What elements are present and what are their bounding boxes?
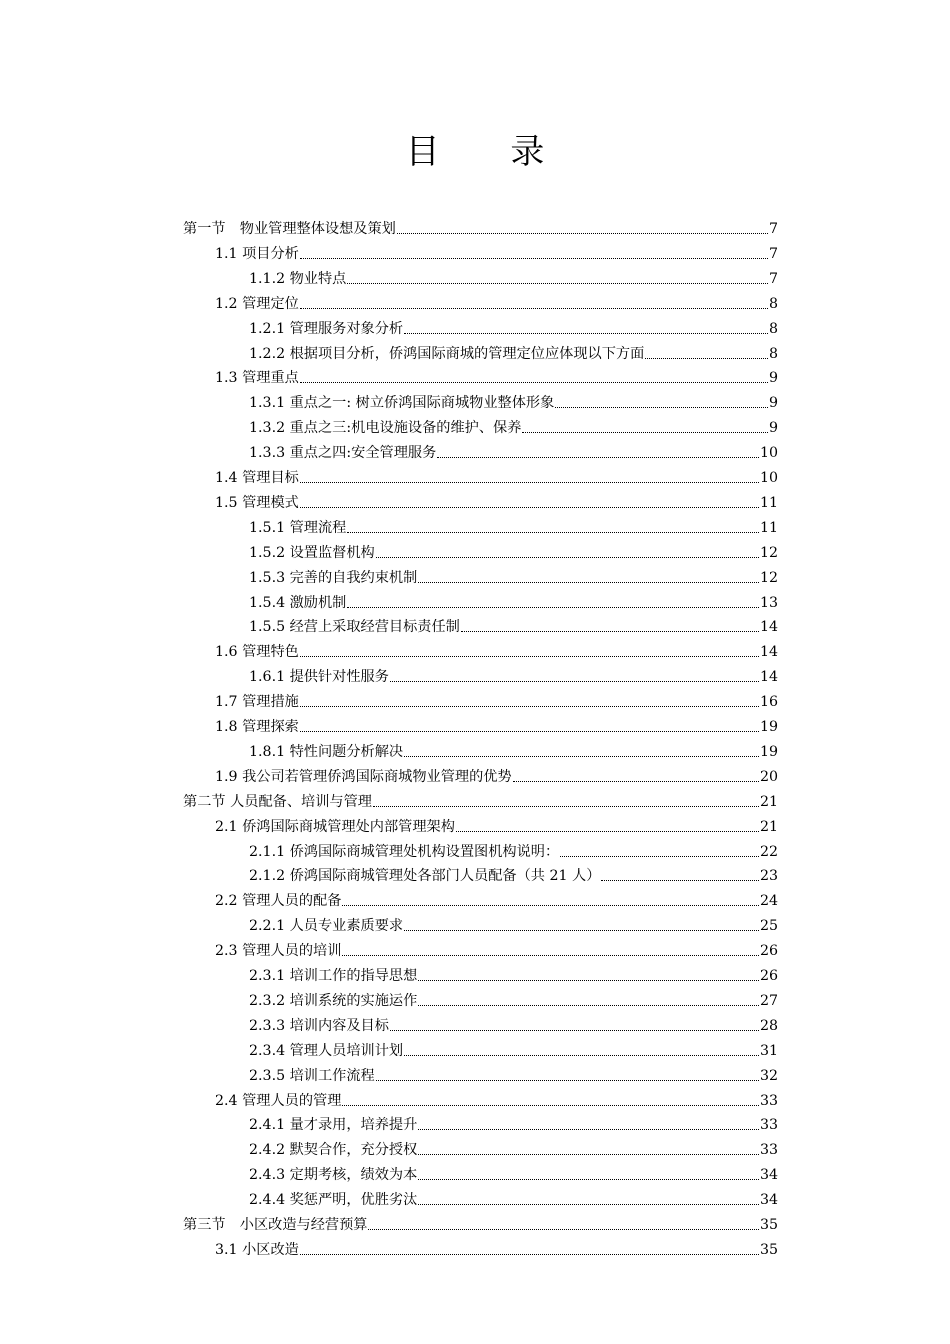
toc-entry[interactable] (249, 343, 778, 365)
toc-dot-leader (342, 904, 759, 906)
toc-dot-leader (342, 954, 759, 956)
toc-entry-title: 1.5 管理模式 (215, 494, 299, 511)
toc-entry-page-number: 22 (759, 843, 778, 860)
toc-entry-title: 1.2 管理定位 (215, 295, 299, 312)
toc-entry-title: 1.5.4 激励机制 (249, 594, 347, 611)
toc-entry-title: 1.4 管理目标 (215, 470, 299, 486)
toc-entry-title: 2.4.1 量才录用，培养提升 (249, 1117, 418, 1134)
toc-entry[interactable] (249, 1065, 778, 1087)
toc-dot-leader (560, 855, 759, 857)
toc-entry-page-number: 12 (759, 569, 778, 586)
toc-entry[interactable] (249, 442, 778, 464)
toc-entry-page-number: 9 (768, 395, 778, 412)
page-title: 目 录 (405, 132, 575, 172)
toc-entry[interactable] (183, 791, 778, 813)
toc-entry-title: 2.3.1 培训工作的指导思想 (249, 968, 418, 984)
toc-entry-page-number: 31 (759, 1042, 778, 1059)
toc-entry-page-number: 10 (759, 470, 778, 486)
toc-entry-title: 2.3.5 培训工作流程 (249, 1067, 375, 1084)
toc-entry[interactable] (215, 641, 778, 663)
toc-entry[interactable] (215, 367, 778, 389)
toc-entry[interactable] (249, 318, 778, 340)
toc-entry-title: 1.7 管理措施 (215, 694, 299, 711)
toc-entry-title: 2.4.3 定期考核，绩效为本 (249, 1167, 418, 1184)
toc-entry[interactable] (249, 592, 778, 614)
toc-entry[interactable] (215, 243, 778, 265)
toc-dot-leader (418, 1153, 759, 1155)
toc-entry-page-number: 8 (768, 320, 778, 337)
toc-dot-leader (418, 979, 759, 981)
toc-entry[interactable] (249, 268, 778, 290)
toc-entry-page-number: 12 (759, 544, 778, 561)
toc-entry-title: 2.4.4 奖惩严明，优胜劣汰 (249, 1192, 418, 1209)
toc-entry-title: 2.4.2 默契合作，充分授权 (249, 1142, 418, 1159)
toc-entry-title: 1.5.2 设置监督机构 (249, 544, 375, 561)
toc-entry[interactable] (249, 1114, 778, 1136)
toc-entry[interactable] (249, 1189, 778, 1211)
toc-entry[interactable] (249, 567, 778, 589)
toc-dot-leader (418, 581, 759, 583)
toc-dot-leader (376, 1079, 759, 1081)
toc-entry-page-number: 26 (759, 943, 778, 960)
toc-entry[interactable] (249, 841, 778, 863)
toc-dot-leader (368, 1228, 758, 1230)
toc-entry[interactable] (215, 492, 778, 514)
toc-entry[interactable] (249, 417, 778, 439)
toc-entry-title: 1.6.1 提供针对性服务 (249, 669, 389, 686)
toc-entry[interactable] (249, 1040, 778, 1062)
toc-entry-title: 第二节 人员配备、培训与管理 (183, 793, 372, 810)
toc-entry-page-number: 27 (759, 992, 778, 1009)
toc-entry[interactable] (249, 965, 778, 987)
toc-dot-leader (404, 332, 768, 334)
toc-entry-page-number: 21 (759, 818, 778, 835)
toc-dot-leader (555, 406, 768, 408)
toc-dot-leader (522, 431, 768, 433)
toc-entry-page-number: 14 (759, 669, 778, 686)
toc-entry[interactable] (215, 940, 778, 962)
toc-entry-title: 1.2.2 根据项目分析，侨鸿国际商城的管理定位应体现以下方面 (249, 345, 645, 362)
toc-dot-leader (300, 1253, 759, 1255)
toc-entry-title: 3.1 小区改造 (215, 1241, 299, 1258)
toc-entry-page-number: 33 (759, 1142, 778, 1159)
toc-entry-page-number: 34 (759, 1192, 778, 1209)
toc-entry[interactable] (249, 915, 778, 937)
toc-dot-leader (404, 755, 759, 757)
toc-dot-leader (300, 506, 759, 508)
toc-entry-title: 2.1.1 侨鸿国际商城管理处机构设置图机构说明： (249, 843, 560, 860)
toc-entry-page-number: 7 (768, 245, 778, 262)
toc-entry[interactable] (215, 1239, 778, 1261)
toc-entry-page-number: 13 (759, 594, 778, 611)
toc-dot-leader (601, 879, 759, 881)
toc-entry-page-number: 7 (768, 270, 778, 287)
toc-entry-title: 2.1 侨鸿国际商城管理处内部管理架构 (215, 818, 455, 835)
toc-entry-title: 2.3 管理人员的培训 (215, 943, 342, 960)
toc-entry-title: 1.6 管理特色 (215, 644, 299, 661)
toc-entry-page-number: 25 (759, 918, 778, 935)
toc-entry[interactable] (249, 990, 778, 1012)
toc-entry-title: 1.5.3 完善的自我约束机制 (249, 569, 418, 586)
toc-entry[interactable] (215, 890, 778, 912)
toc-entry-page-number: 8 (768, 295, 778, 312)
toc-entry[interactable] (249, 1139, 778, 1161)
toc-entry-page-number: 16 (759, 694, 778, 711)
toc-entry[interactable] (249, 1164, 778, 1186)
toc-entry-title: 2.4 管理人员的管理 (215, 1092, 342, 1109)
toc-entry[interactable] (249, 517, 778, 539)
toc-entry-title: 第三节 小区改造与经营预算 (183, 1217, 368, 1233)
toc-entry-title: 第一节 物业管理整体设想及策划 (183, 221, 396, 237)
toc-dot-leader (390, 1029, 759, 1031)
toc-entry-title: 2.3.3 培训内容及目标 (249, 1017, 389, 1034)
toc-entry[interactable] (183, 218, 778, 240)
toc-entry-page-number: 23 (759, 868, 778, 885)
toc-entry-page-number: 11 (759, 519, 778, 536)
toc-entry-title: 1.2.1 管理服务对象分析 (249, 320, 404, 337)
toc-entry[interactable] (249, 741, 778, 763)
toc-dot-leader (347, 531, 759, 533)
toc-entry-page-number: 28 (759, 1017, 778, 1034)
toc-entry-title: 1.8.1 特性问题分析解决 (249, 743, 404, 760)
toc-dot-leader (300, 705, 759, 707)
toc-entry-title: 1.8 管理探索 (215, 719, 299, 735)
toc-entry-page-number: 7 (768, 221, 778, 237)
toc-entry[interactable] (215, 716, 778, 738)
toc-dot-leader (347, 606, 759, 608)
toc-entry-title: 2.2.1 人员专业素质要求 (249, 918, 404, 935)
toc-dot-leader (456, 830, 759, 832)
toc-entry-title: 1.1 项目分析 (215, 245, 299, 262)
toc-dot-leader (300, 257, 768, 259)
toc-entry-page-number: 19 (759, 719, 778, 735)
toc-entry-title: 2.3.4 管理人员培训计划 (249, 1042, 404, 1059)
toc-entry-title: 1.9 我公司若管理侨鸿国际商城物业管理的优势 (215, 768, 512, 785)
toc-dot-leader (418, 1203, 759, 1205)
toc-entry-page-number: 14 (759, 619, 778, 636)
toc-entry[interactable] (249, 1015, 778, 1037)
toc-entry[interactable] (215, 293, 778, 315)
toc-entry-page-number: 33 (759, 1092, 778, 1109)
toc-entry[interactable] (249, 616, 778, 638)
toc-entry[interactable] (249, 666, 778, 688)
toc-entry-page-number: 33 (759, 1117, 778, 1134)
toc-entry-title: 1.3 管理重点 (215, 370, 299, 387)
toc-entry-page-number: 26 (759, 968, 778, 984)
toc-dot-leader (418, 1178, 759, 1180)
toc-entry-page-number: 21 (759, 793, 778, 810)
toc-entry-title: 1.3.3 重点之四:安全管理服务 (249, 445, 437, 462)
toc-dot-leader (300, 307, 768, 309)
toc-entry-title: 2.2 管理人员的配备 (215, 893, 342, 910)
toc-entry-page-number: 9 (768, 370, 778, 387)
toc-dot-leader (397, 232, 768, 234)
toc-entry-page-number: 10 (759, 445, 778, 462)
toc-entry-title: 1.5.1 管理流程 (249, 519, 347, 536)
toc-entry-title: 1.3.1 重点之一: 树立侨鸿国际商城物业整体形象 (249, 395, 555, 412)
toc-entry-page-number: 34 (759, 1167, 778, 1184)
toc-entry[interactable] (215, 467, 778, 489)
toc-dot-leader (437, 456, 759, 458)
toc-entry[interactable] (215, 691, 778, 713)
toc-dot-leader (347, 282, 768, 284)
toc-entry-page-number: 32 (759, 1067, 778, 1084)
toc-dot-leader (342, 1104, 759, 1106)
toc-entry-title: 1.5.5 经营上采取经营目标责任制 (249, 619, 460, 636)
toc-entry[interactable] (249, 542, 778, 564)
toc-entry[interactable] (249, 392, 778, 414)
toc-dot-leader (404, 1054, 759, 1056)
toc-dot-leader (300, 381, 768, 383)
toc-entry-page-number: 19 (759, 743, 778, 760)
toc-entry-title: 1.3.2 重点之三:机电设施设备的维护、保养 (249, 420, 522, 437)
toc-entry[interactable] (249, 865, 778, 887)
toc-entry-title: 1.1.2 物业特点 (249, 270, 347, 287)
toc-dot-leader (373, 805, 759, 807)
toc-dot-leader (461, 630, 759, 632)
toc-dot-leader (513, 780, 759, 782)
toc-dot-leader (376, 556, 759, 558)
toc-entry-page-number: 20 (759, 768, 778, 785)
toc-entry[interactable] (183, 1214, 778, 1236)
toc-entry[interactable] (215, 766, 778, 788)
toc-dot-leader (300, 481, 759, 483)
toc-entry-page-number: 14 (759, 644, 778, 661)
toc-entry-page-number: 35 (759, 1217, 778, 1233)
toc-entry-page-number: 35 (759, 1241, 778, 1258)
toc-dot-leader (404, 929, 759, 931)
toc-entry-title: 2.3.2 培训系统的实施运作 (249, 992, 418, 1009)
toc-dot-leader (418, 1128, 759, 1130)
toc-dot-leader (390, 680, 759, 682)
toc-entry-title: 2.1.2 侨鸿国际商城管理处各部门人员配备（共 21 人） (249, 868, 601, 885)
toc-entry-page-number: 8 (768, 345, 778, 362)
toc-entry[interactable] (215, 1090, 778, 1112)
toc-dot-leader (645, 357, 768, 359)
toc-dot-leader (300, 655, 759, 657)
toc-entry[interactable] (215, 816, 778, 838)
toc-entry-page-number: 11 (759, 494, 778, 511)
toc-entry-page-number: 9 (768, 420, 778, 437)
toc-entry-page-number: 24 (759, 893, 778, 910)
toc-dot-leader (300, 730, 759, 732)
toc-dot-leader (418, 1004, 759, 1006)
